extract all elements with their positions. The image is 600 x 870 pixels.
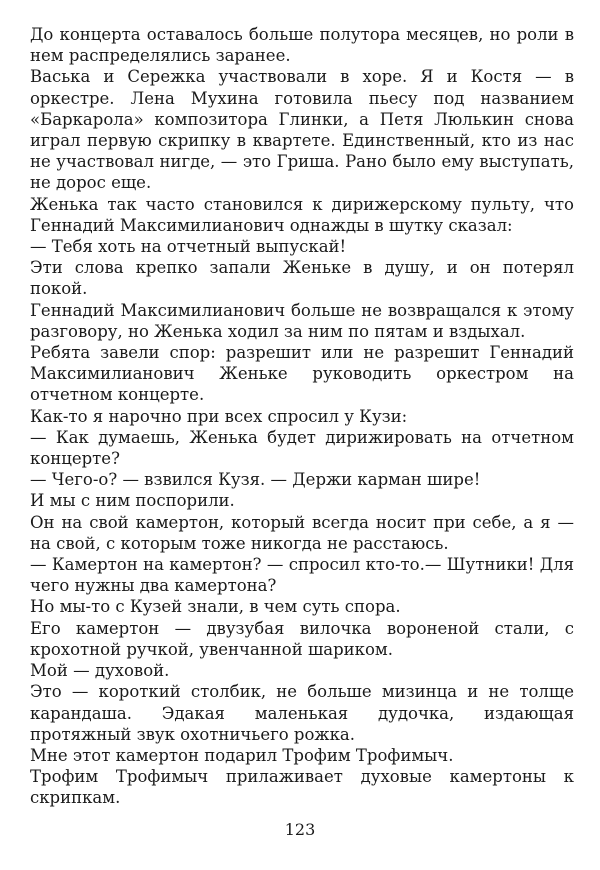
paragraph-18: Мне этот камертон подарил Трофим Трофимыч.: [30, 745, 454, 765]
paragraph-1: До концерта оставалось больше полутора месяцев, но роли в нем распределялись заранее.: [30, 25, 574, 66]
paragraph-7: Ребята завели спор: разрешит или не разрешит Геннадий Максимилианович Женьке руководить оркестром на отчетном концерте.: [30, 343, 574, 405]
paragraph-3: Женька так часто становился к дирижерскому пульту, что Геннадий Максимилианович однажды в шутку сказал:: [30, 194, 574, 235]
paragraph-8: Как-то я нарочно при всех спросил у Кузи:: [30, 406, 408, 426]
paragraph-4: — Тебя хоть на отчетный выпускай!: [30, 237, 347, 257]
paragraph-19: Трофим Трофимыч прилаживает духовые камертоны к скрипкам.: [30, 767, 574, 808]
paragraph-6: Геннадий Максимилианович больше не возвращался к этому разговору, но Женька ходил за ним по пятам и вздыхал.: [30, 300, 574, 341]
page-number: 123: [284, 820, 316, 839]
paragraph-14: Но мы-то с Кузей знали, в чем суть спора.: [30, 597, 401, 617]
paragraph-13: — Камертон на камертон? — спросил кто-то.— Шутники! Для чего нужны два камертона?: [30, 555, 574, 596]
paragraph-2: Васька и Сережка участвовали в хоре. Я и Костя — в оркестре. Лена Мухина готовила пьесу под названием «Баркарола» композитора Глинки, а Петя Люлькин снова играл первую скрипку в квартете. Единственный, кто из нас не участвовал нигде, — это Гриша. Рано было ему выступать, не дорос еще.: [30, 67, 574, 193]
body-text: [30, 24, 574, 809]
paragraph-5: Эти слова крепко запали Женьке в душу, и он потерял покой.: [30, 258, 574, 299]
paragraph-12: Он на свой камертон, который всегда носит при себе, а я — на свой, с которым тоже никогда не расстаюсь.: [30, 512, 574, 553]
paragraph-16: Мой — духовой.: [30, 661, 170, 681]
paragraph-9: — Как думаешь, Женька будет дирижировать на отчетном концерте?: [30, 427, 574, 469]
paragraph-11: И мы с ним поспорили.: [30, 491, 235, 511]
paragraph-15: Его камертон — двузубая вилочка вороненой стали, с крохотной ручкой, увенчанной шариком.: [30, 618, 574, 659]
paragraph-10: — Чего-о? — взвился Кузя. — Держи карман шире!: [30, 470, 481, 490]
paragraph-17: Это — короткий столбик, не больше мизинца и не толще карандаша. Эдакая маленькая дудочка, издающая протяжный звук охотничьего рожка.: [30, 682, 574, 744]
